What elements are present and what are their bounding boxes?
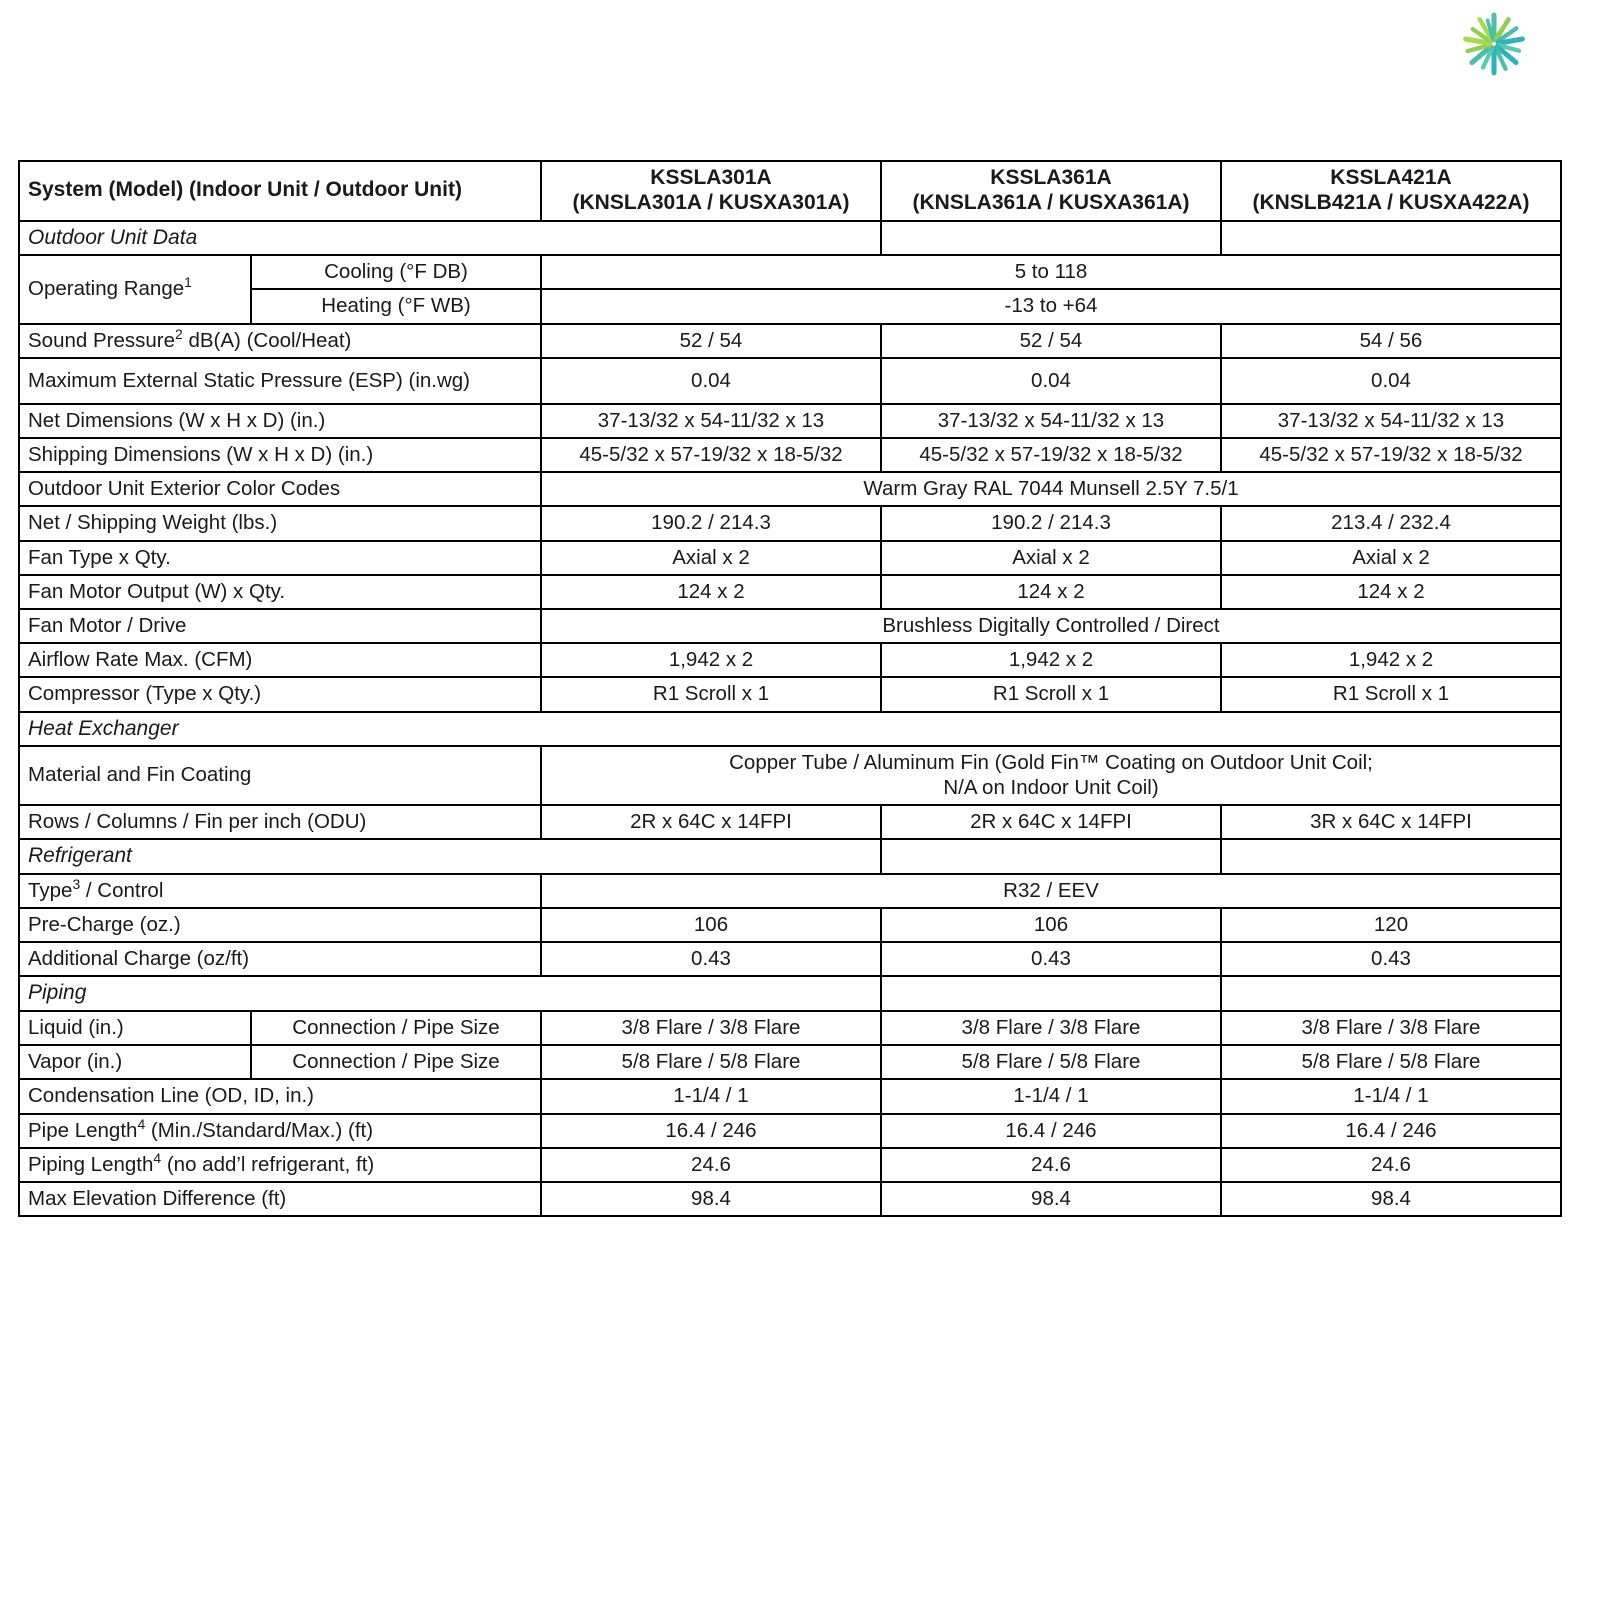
label-condensation-line: Condensation Line (OD, ID, in.): [19, 1079, 541, 1113]
value-max-elevation-1: 98.4: [541, 1182, 881, 1216]
piping-length-footnote: 4: [153, 1149, 162, 1166]
table-row-vapor: [19, 1045, 1561, 1079]
table-row-piping-length: [19, 1148, 1561, 1182]
section-title-piping: Piping: [19, 976, 881, 1011]
table-row-sound-pressure: [19, 324, 1561, 358]
value-type-control: R32 / EEV: [541, 874, 1561, 908]
table-row-rows-columns-fpi: [19, 805, 1561, 839]
value-compressor-1: R1 Scroll x 1: [541, 677, 881, 711]
label-weight: Net / Shipping Weight (lbs.): [19, 506, 541, 540]
value-max-elevation-2: 98.4: [881, 1182, 1221, 1216]
section-row-piping: [19, 976, 1561, 1011]
table-row-fan-type: [19, 541, 1561, 575]
value-max-elevation-3: 98.4: [1221, 1182, 1561, 1216]
label-liquid: Liquid (in.): [19, 1011, 251, 1045]
label-color-codes: Outdoor Unit Exterior Color Codes: [19, 472, 541, 506]
label-fan-motor-output: Fan Motor Output (W) x Qty.: [19, 575, 541, 609]
table-row-liquid: [19, 1011, 1561, 1045]
model-1-name: KSSLA301A: [650, 166, 772, 189]
value-fan-motor-output-1: 124 x 2: [541, 575, 881, 609]
label-additional-charge: Additional Charge (oz/ft): [19, 942, 541, 976]
header-system-model: System (Model) (Indoor Unit / Outdoor Unit): [19, 161, 541, 221]
label-vapor: Vapor (in.): [19, 1045, 251, 1079]
operating-range-footnote: 1: [184, 274, 192, 291]
value-precharge-3: 120: [1221, 908, 1561, 942]
table-row-net-dimensions: [19, 404, 1561, 438]
value-sound-pressure-1: 52 / 54: [541, 324, 881, 358]
piping-length-text-a: Piping Length: [28, 1152, 154, 1176]
value-airflow-3: 1,942 x 2: [1221, 643, 1561, 677]
value-fan-motor-output-3: 124 x 2: [1221, 575, 1561, 609]
value-pipe-length-3: 16.4 / 246: [1221, 1114, 1561, 1148]
brand-logo: [1458, 8, 1530, 80]
value-sound-pressure-3: 54 / 56: [1221, 324, 1561, 358]
value-liquid-2: 3/8 Flare / 3/8 Flare: [881, 1011, 1221, 1045]
value-airflow-2: 1,942 x 2: [881, 643, 1221, 677]
value-net-dimensions-1: 37-13/32 x 54-11/32 x 13: [541, 404, 881, 438]
value-fan-type-3: Axial x 2: [1221, 541, 1561, 575]
model-1-units: (KNSLA301A / KUSXA301A): [572, 190, 850, 214]
table-row-operating-range-heating: [19, 289, 1561, 323]
material-line-1: Copper Tube / Aluminum Fin (Gold Fin™ Coating on Outdoor Unit Coil;: [729, 751, 1373, 775]
label-net-dimensions: Net Dimensions (W x H x D) (in.): [19, 404, 541, 438]
type-control-text-a: Type: [28, 878, 73, 902]
model-2-name: KSSLA361A: [990, 166, 1112, 189]
label-compressor: Compressor (Type x Qty.): [19, 677, 541, 711]
value-weight-3: 213.4 / 232.4: [1221, 506, 1561, 540]
value-vapor-1: 5/8 Flare / 5/8 Flare: [541, 1045, 881, 1079]
value-weight-2: 190.2 / 214.3: [881, 506, 1221, 540]
value-sound-pressure-2: 52 / 54: [881, 324, 1221, 358]
value-rows-columns-fpi-1: 2R x 64C x 14FPI: [541, 805, 881, 839]
value-cooling-range: 5 to 118: [541, 255, 1561, 289]
value-condensation-2: 1-1/4 / 1: [881, 1079, 1221, 1113]
value-weight-1: 190.2 / 214.3: [541, 506, 881, 540]
value-net-dimensions-3: 37-13/32 x 54-11/32 x 13: [1221, 404, 1561, 438]
header-model-2: [881, 161, 1221, 221]
table-row-fan-motor-drive: [19, 609, 1561, 643]
header-model-1: [541, 161, 881, 221]
value-condensation-3: 1-1/4 / 1: [1221, 1079, 1561, 1113]
section-title-heat-exchanger: Heat Exchanger: [19, 712, 1561, 747]
value-fan-motor-output-2: 124 x 2: [881, 575, 1221, 609]
table-row-fan-motor-output: [19, 575, 1561, 609]
label-type-control: [19, 874, 541, 908]
section-spacer-6: [1221, 976, 1561, 1011]
type-control-footnote: 3: [72, 875, 81, 892]
value-rows-columns-fpi-2: 2R x 64C x 14FPI: [881, 805, 1221, 839]
value-fan-motor-drive: Brushless Digitally Controlled / Direct: [541, 609, 1561, 643]
pipe-length-text-a: Pipe Length: [28, 1118, 138, 1142]
value-additional-charge-1: 0.43: [541, 942, 881, 976]
value-net-dimensions-2: 37-13/32 x 54-11/32 x 13: [881, 404, 1221, 438]
value-liquid-1: 3/8 Flare / 3/8 Flare: [541, 1011, 881, 1045]
value-piping-length-2: 24.6: [881, 1148, 1221, 1182]
value-vapor-2: 5/8 Flare / 5/8 Flare: [881, 1045, 1221, 1079]
table-row-weight: [19, 506, 1561, 540]
sublabel-heating: Heating (°F WB): [251, 289, 541, 323]
table-row-pipe-length: [19, 1114, 1561, 1148]
value-shipping-dimensions-2: 45-5/32 x 57-19/32 x 18-5/32: [881, 438, 1221, 472]
section-row-outdoor-unit-data: [19, 221, 1561, 256]
sublabel-cooling: Cooling (°F DB): [251, 255, 541, 289]
header-model-3: [1221, 161, 1561, 221]
value-esp-3: 0.04: [1221, 358, 1561, 404]
pipe-length-text-b: (Min./Standard/Max.) (ft): [145, 1118, 374, 1142]
label-fan-type: Fan Type x Qty.: [19, 541, 541, 575]
label-fan-motor-drive: Fan Motor / Drive: [19, 609, 541, 643]
value-pipe-length-2: 16.4 / 246: [881, 1114, 1221, 1148]
value-compressor-3: R1 Scroll x 1: [1221, 677, 1561, 711]
value-material-fin-coating: [541, 746, 1561, 804]
value-additional-charge-2: 0.43: [881, 942, 1221, 976]
section-title-outdoor: Outdoor Unit Data: [19, 221, 881, 256]
value-rows-columns-fpi-3: 3R x 64C x 14FPI: [1221, 805, 1561, 839]
value-esp-1: 0.04: [541, 358, 881, 404]
label-precharge: Pre-Charge (oz.): [19, 908, 541, 942]
value-shipping-dimensions-3: 45-5/32 x 57-19/32 x 18-5/32: [1221, 438, 1561, 472]
label-airflow: Airflow Rate Max. (CFM): [19, 643, 541, 677]
table-row-compressor: [19, 677, 1561, 711]
value-fan-type-1: Axial x 2: [541, 541, 881, 575]
label-shipping-dimensions: Shipping Dimensions (W x H x D) (in.): [19, 438, 541, 472]
sound-pressure-text-a: Sound Pressure: [28, 328, 176, 352]
table-row-material-fin-coating: [19, 746, 1561, 804]
section-spacer-1: [881, 221, 1221, 256]
table-row-max-elevation: [19, 1182, 1561, 1216]
sound-pressure-footnote: 2: [175, 325, 183, 342]
spec-sheet: [18, 160, 1560, 1217]
value-esp-2: 0.04: [881, 358, 1221, 404]
section-spacer-2: [1221, 221, 1561, 256]
table-row-shipping-dimensions: [19, 438, 1561, 472]
table-row-additional-charge: [19, 942, 1561, 976]
value-heating-range: -13 to +64: [541, 289, 1561, 323]
model-2-units: (KNSLA361A / KUSXA361A): [912, 190, 1190, 214]
value-fan-type-2: Axial x 2: [881, 541, 1221, 575]
table-header-row: [19, 161, 1561, 221]
sublabel-vapor-connection: Connection / Pipe Size: [251, 1045, 541, 1079]
section-spacer-4: [1221, 839, 1561, 874]
sublabel-liquid-connection: Connection / Pipe Size: [251, 1011, 541, 1045]
table-row-operating-range-cooling: [19, 255, 1561, 289]
value-precharge-1: 106: [541, 908, 881, 942]
table-row-color-codes: [19, 472, 1561, 506]
label-max-elevation: Max Elevation Difference (ft): [19, 1182, 541, 1216]
model-3-name: KSSLA421A: [1330, 166, 1452, 189]
value-compressor-2: R1 Scroll x 1: [881, 677, 1221, 711]
section-spacer-3: [881, 839, 1221, 874]
label-pipe-length: [19, 1114, 541, 1148]
starburst-logo-icon: [1458, 8, 1530, 80]
section-title-refrigerant: Refrigerant: [19, 839, 881, 874]
value-additional-charge-3: 0.43: [1221, 942, 1561, 976]
label-rows-columns-fpi: Rows / Columns / Fin per inch (ODU): [19, 805, 541, 839]
label-operating-range: [19, 255, 251, 323]
value-airflow-1: 1,942 x 2: [541, 643, 881, 677]
value-condensation-1: 1-1/4 / 1: [541, 1079, 881, 1113]
operating-range-text: Operating Range: [28, 277, 185, 301]
specifications-table: [18, 160, 1562, 1217]
label-esp: Maximum External Static Pressure (ESP) (in.wg): [19, 358, 541, 404]
value-shipping-dimensions-1: 45-5/32 x 57-19/32 x 18-5/32: [541, 438, 881, 472]
value-precharge-2: 106: [881, 908, 1221, 942]
table-row-type-control: [19, 874, 1561, 908]
label-sound-pressure: [19, 324, 541, 358]
type-control-text-b: / Control: [80, 878, 164, 902]
table-row-airflow: [19, 643, 1561, 677]
value-color-codes: Warm Gray RAL 7044 Munsell 2.5Y 7.5/1: [541, 472, 1561, 506]
sound-pressure-text-b: dB(A) (Cool/Heat): [182, 328, 352, 352]
label-material-fin-coating: Material and Fin Coating: [19, 746, 541, 804]
material-line-2: N/A on Indoor Unit Coil): [943, 775, 1159, 799]
value-piping-length-3: 24.6: [1221, 1148, 1561, 1182]
value-liquid-3: 3/8 Flare / 3/8 Flare: [1221, 1011, 1561, 1045]
model-3-units: (KNSLB421A / KUSXA422A): [1252, 190, 1530, 214]
section-spacer-5: [881, 976, 1221, 1011]
table-row-precharge: [19, 908, 1561, 942]
value-vapor-3: 5/8 Flare / 5/8 Flare: [1221, 1045, 1561, 1079]
section-row-heat-exchanger: [19, 712, 1561, 747]
piping-length-text-b: (no add’l refrigerant, ft): [161, 1152, 375, 1176]
section-row-refrigerant: [19, 839, 1561, 874]
table-row-condensation-line: [19, 1079, 1561, 1113]
pipe-length-footnote: 4: [137, 1115, 146, 1132]
value-piping-length-1: 24.6: [541, 1148, 881, 1182]
label-piping-length: [19, 1148, 541, 1182]
table-row-esp: [19, 358, 1561, 404]
value-pipe-length-1: 16.4 / 246: [541, 1114, 881, 1148]
